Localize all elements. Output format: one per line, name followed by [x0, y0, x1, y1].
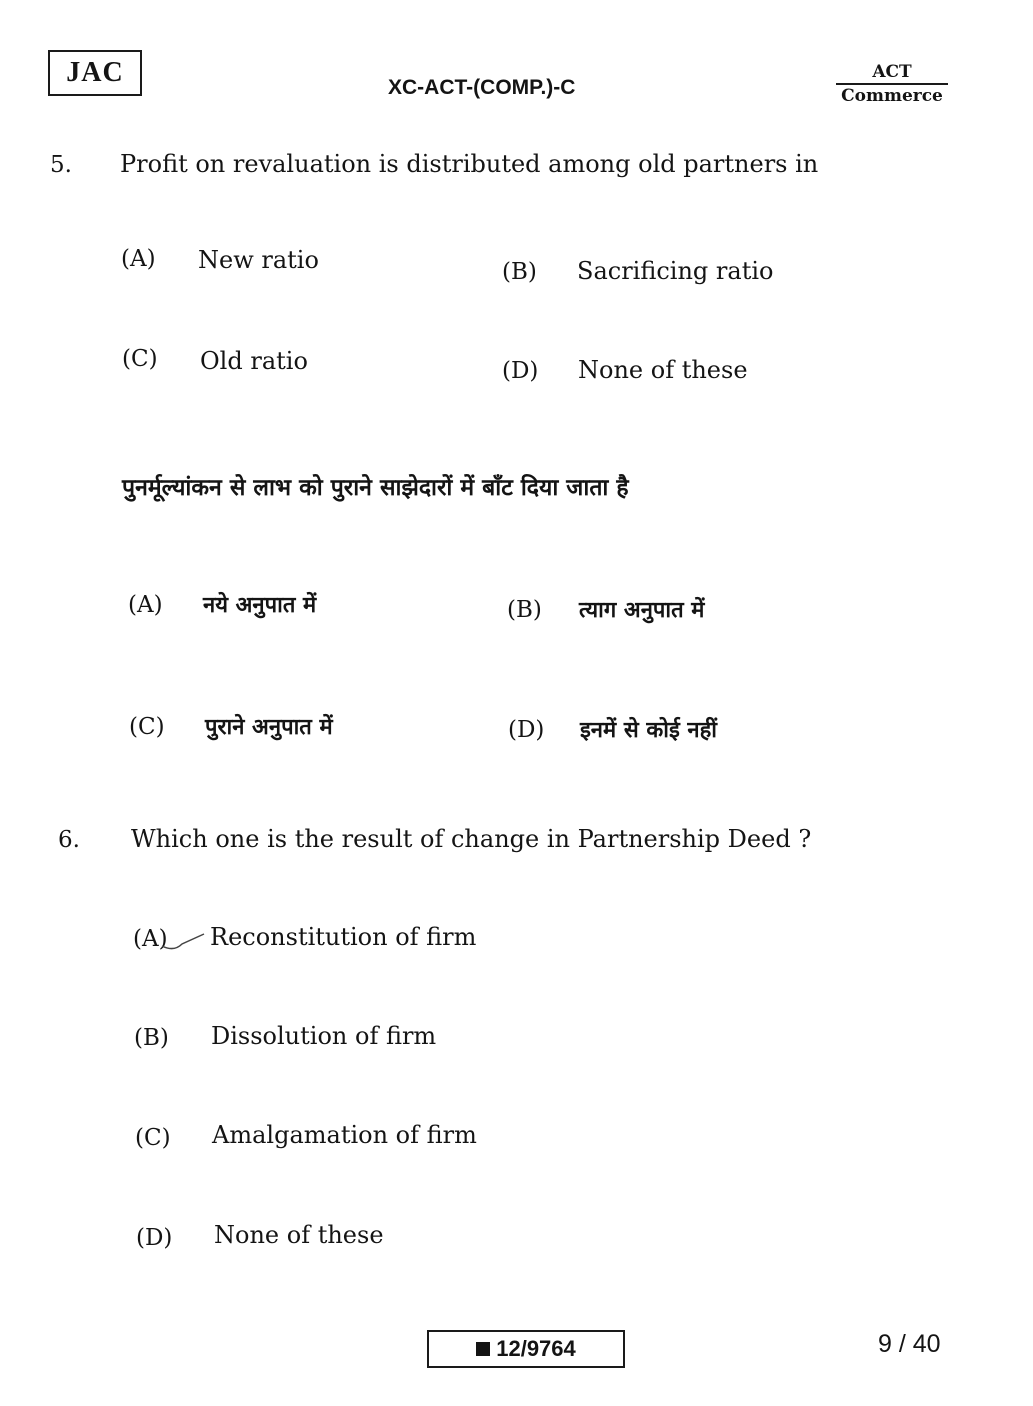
option-letter: (D) — [508, 717, 545, 743]
booklet-code-box — [427, 1330, 625, 1368]
subject-name: Commerce — [841, 86, 943, 106]
paper-code: XC-ACT-(COMP.)-C — [388, 76, 576, 99]
option-letter: (C) — [129, 714, 165, 740]
option-text-hindi: पुराने अनुपात में — [205, 715, 333, 740]
subject-code: ACT — [836, 62, 948, 85]
option-text: Old ratio — [200, 347, 308, 375]
option-text-hindi: इनमें से कोई नहीं — [580, 718, 718, 743]
option-letter: (D) — [136, 1225, 173, 1251]
option-letter: (D) — [502, 358, 539, 384]
pen-tick-icon — [160, 930, 208, 956]
question-text: Profit on revaluation is distributed among old partners in — [120, 150, 819, 178]
subject-block — [836, 62, 948, 107]
option-letter: (B) — [502, 259, 537, 285]
option-letter: (A) — [133, 926, 168, 952]
square-bullet-icon — [476, 1342, 490, 1356]
option-text: Sacrificing ratio — [577, 257, 774, 285]
option-letter: (B) — [507, 597, 542, 623]
question-number: 5. — [50, 152, 72, 178]
option-letter: (A) — [128, 592, 163, 618]
option-letter: (C) — [135, 1125, 171, 1151]
option-text: Dissolution of firm — [211, 1022, 437, 1050]
option-text-hindi: नये अनुपात में — [203, 593, 317, 618]
option-letter: (C) — [122, 346, 158, 372]
option-text: None of these — [578, 356, 748, 384]
option-letter: (B) — [134, 1025, 169, 1051]
booklet-code: 12/9764 — [496, 1336, 576, 1361]
option-text: Reconstitution of firm — [210, 923, 477, 951]
question-number: 6. — [58, 827, 80, 853]
option-letter: (A) — [121, 246, 156, 272]
question-text-hindi: पुनर्मूल्यांकन से लाभ को पुराने साझेदारों में बाँट दिया जाता है — [122, 475, 629, 501]
question-text: Which one is the result of change in Partnership Deed ? — [131, 825, 812, 853]
option-text-hindi: त्याग अनुपात में — [579, 598, 705, 623]
option-text: None of these — [214, 1221, 384, 1249]
board-logo-box — [48, 50, 142, 96]
option-text: New ratio — [198, 246, 319, 274]
option-text: Amalgamation of firm — [212, 1121, 477, 1149]
board-name: JAC — [66, 57, 124, 88]
page-number: 9 / 40 — [878, 1330, 941, 1358]
